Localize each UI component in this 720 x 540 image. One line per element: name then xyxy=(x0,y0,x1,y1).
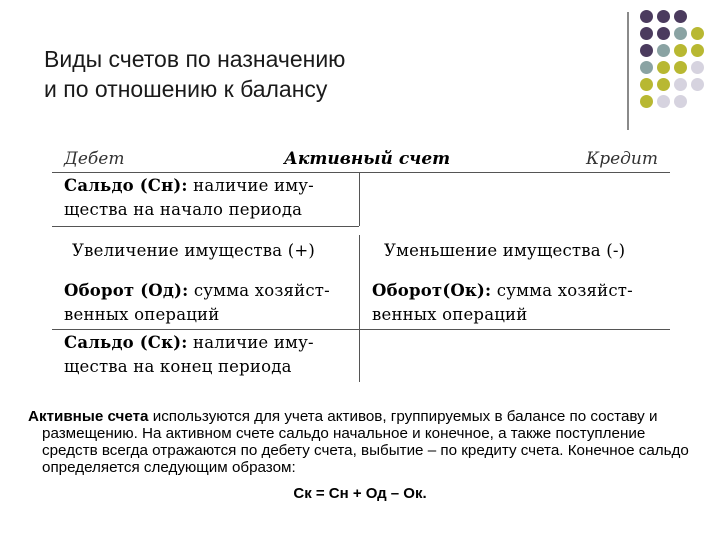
column-divider-turnover xyxy=(359,275,360,329)
closing-balance-text-2: щества на конец периода xyxy=(64,357,292,376)
decor-dot xyxy=(691,61,704,74)
credit-turnover-text-2: венных операций xyxy=(372,305,528,324)
decor-dot xyxy=(640,61,653,74)
debit-turnover-text-2: венных операций xyxy=(64,305,220,324)
t-account-table xyxy=(52,147,670,382)
decor-dot xyxy=(640,44,653,57)
decor-dot xyxy=(657,27,670,40)
decor-dot xyxy=(640,27,653,40)
closing-balance-cell xyxy=(64,331,314,379)
credit-turnover-term: Оборот(Ок): xyxy=(372,281,492,300)
decor-dot xyxy=(674,10,687,23)
closing-balance-term: Сальдо (Ск): xyxy=(64,333,188,352)
debit-turnover-cell xyxy=(64,279,330,327)
closing-balance-text-1: наличие иму- xyxy=(187,333,314,352)
credit-turnover-text-1: сумма хозяйст- xyxy=(491,281,633,300)
decor-dot xyxy=(657,95,670,108)
decor-dot xyxy=(674,78,687,91)
opening-balance-text-2: щества на начало периода xyxy=(64,200,303,219)
description-lead: Активные счета xyxy=(28,408,149,425)
slide-title-line-2: и по отношению к балансу xyxy=(44,76,328,102)
decor-dot xyxy=(657,44,670,57)
increase-label: Увеличение имущества (+) xyxy=(72,241,316,260)
description-text: используются для учета активов, группируемых в балансе по составу и размещению. На активном счете сальдо начальное и конечное, а также поступление средств всегда отражаются по дебету счета, выбытие – по кредиту счета. Конечное сальдо определяется следующим образом: xyxy=(42,408,689,476)
description-paragraph xyxy=(28,408,698,476)
balance-formula: Ск = Сн + Од – Ок. xyxy=(293,485,427,502)
slide-title xyxy=(44,44,345,104)
decor-dot xyxy=(674,61,687,74)
decor-dot xyxy=(691,78,704,91)
decor-dot xyxy=(640,95,653,108)
turnover-divider xyxy=(52,329,670,330)
column-divider-top xyxy=(359,172,360,226)
decor-dot xyxy=(674,44,687,57)
slide-title-line-1: Виды счетов по назначению xyxy=(44,46,346,72)
credit-turnover-cell xyxy=(372,279,633,327)
decor-vertical-line xyxy=(627,12,629,130)
opening-balance-term: Сальдо (Сн): xyxy=(64,176,188,195)
decor-dot xyxy=(674,95,687,108)
decor-dot xyxy=(674,27,687,40)
debit-label: Дебет xyxy=(64,149,125,169)
decor-dot xyxy=(691,44,704,57)
opening-balance-cell xyxy=(64,174,314,222)
decor-dot xyxy=(640,78,653,91)
column-divider-bottom xyxy=(359,329,360,382)
decor-dot xyxy=(691,27,704,40)
decor-dot xyxy=(657,78,670,91)
opening-balance-text-1: наличие иму- xyxy=(187,176,314,195)
debit-turnover-text-1: сумма хозяйст- xyxy=(188,281,330,300)
decrease-label: Уменьшение имущества (-) xyxy=(384,241,626,260)
opening-balance-divider xyxy=(52,226,359,227)
column-divider-middle xyxy=(359,235,360,275)
header-divider xyxy=(52,172,670,173)
decor-dot xyxy=(640,10,653,23)
debit-turnover-term: Оборот (Од): xyxy=(64,281,189,300)
credit-label: Кредит xyxy=(586,149,658,169)
decor-dot xyxy=(657,61,670,74)
account-title: Активный счет xyxy=(284,149,451,169)
decor-dot xyxy=(657,10,670,23)
